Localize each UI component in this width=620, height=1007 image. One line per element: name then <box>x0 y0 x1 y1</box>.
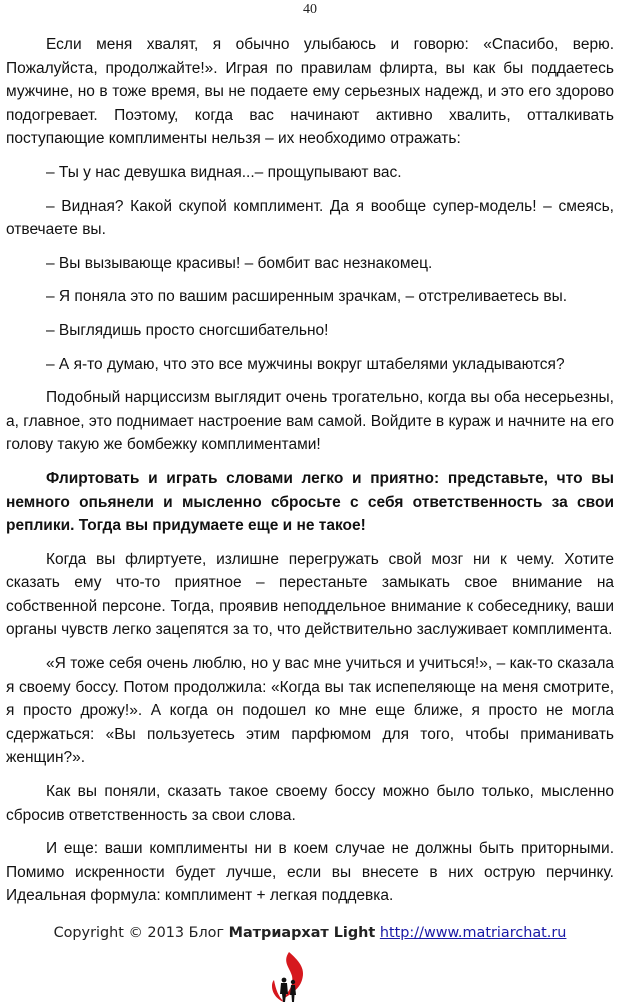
footer <box>0 925 620 941</box>
dialogue-line: – Ты у нас девушка видная...– прощупывают вас. <box>46 163 402 181</box>
footer-link[interactable]: http://www.matriarchat.ru <box>379 925 567 941</box>
paragraph: И еще: ваши комплименты ни в коем случае не должны быть приторными. Помимо искренности будет лучше, если вы внесете в них острую перчинку. Идеальная формула: комплимент + легкая поддевка. <box>6 840 614 905</box>
dialogue-line: – Я поняла это по вашим расширенным зрачкам, – отстреливаетесь вы. <box>46 288 568 306</box>
footer-copyright: Copyright © 2013 Блог <box>53 925 225 941</box>
paragraph: Как вы поняли, сказать такое своему боссу можно было только, мысленно сбросив ответственность за свои слова. <box>6 783 614 824</box>
matriarchat-logo-icon <box>268 950 310 1004</box>
paragraph: «Я тоже себя очень люблю, но у вас мне учиться и учиться!», – как-то сказала я своему боссу. Потом продолжила: «Когда вы так испепеляюще на меня смотрите, я просто дрожу!». А когда он подошел ко мне еще ближе, я просто не могла сдержаться: «Вы пользуетесь этим парфюмом для того, чтобы приманивать женщин?». <box>6 655 614 767</box>
paragraph: Подобный нарциссизм выглядит очень трогательно, когда вы оба несерьезны, а, главное, это поднимает настроение вам самой. Войдите в кураж и начните на его голову такую же бомбежку комплиментами! <box>6 389 614 454</box>
dialogue-line: – Видная? Какой скупой комплимент. Да я вообще супер-модель! – смеясь, отвечаете вы. <box>6 197 614 239</box>
paragraph: Когда вы флиртуете, излишне перегружать свой мозг ни к чему. Хотите сказать ему что-то приятное – перестаньте замыкать свое внимание на собственной персоне. Тогда, проявив неподдельное внимание к собеседнику, ваши органы чувств легко зацепятся за то, что действительно заслуживает комплимента. <box>6 550 614 639</box>
paragraph: Если меня хвалят, я обычно улыбаюсь и говорю: «Спасибо, верю. Пожалуйста, продолжайте!». Играя по правилам флирта, вы как бы поддаетесь мужчине, но в тоже время, вы не подаете ему серьезных надежд, и это его здорово подогревает. Поэтому, когда вас начинают активно хвалить, отталкивать поступающие комплименты нельзя – их необходимо отражать: <box>6 36 614 148</box>
dialogue-line: – А я-то думаю, что это все мужчины вокруг штабелями укладываются? <box>46 355 565 373</box>
logo-figures <box>280 978 296 1002</box>
body-text <box>6 33 614 918</box>
page-number: 40 <box>303 2 317 17</box>
dialogue-line: – Выглядишь просто сногсшибательно! <box>46 321 329 339</box>
dialogue-line: – Вы вызывающе красивы! – бомбит вас незнакомец. <box>46 254 433 272</box>
bold-highlight-paragraph: Флиртовать и играть словами легко и приятно: представьте, что вы немного опьянели и мысленно сбросьте с себя ответственность за свои реплики. Тогда вы придумаете еще и не такое! <box>6 469 614 535</box>
footer-brand: Матриархат Light <box>228 925 376 941</box>
